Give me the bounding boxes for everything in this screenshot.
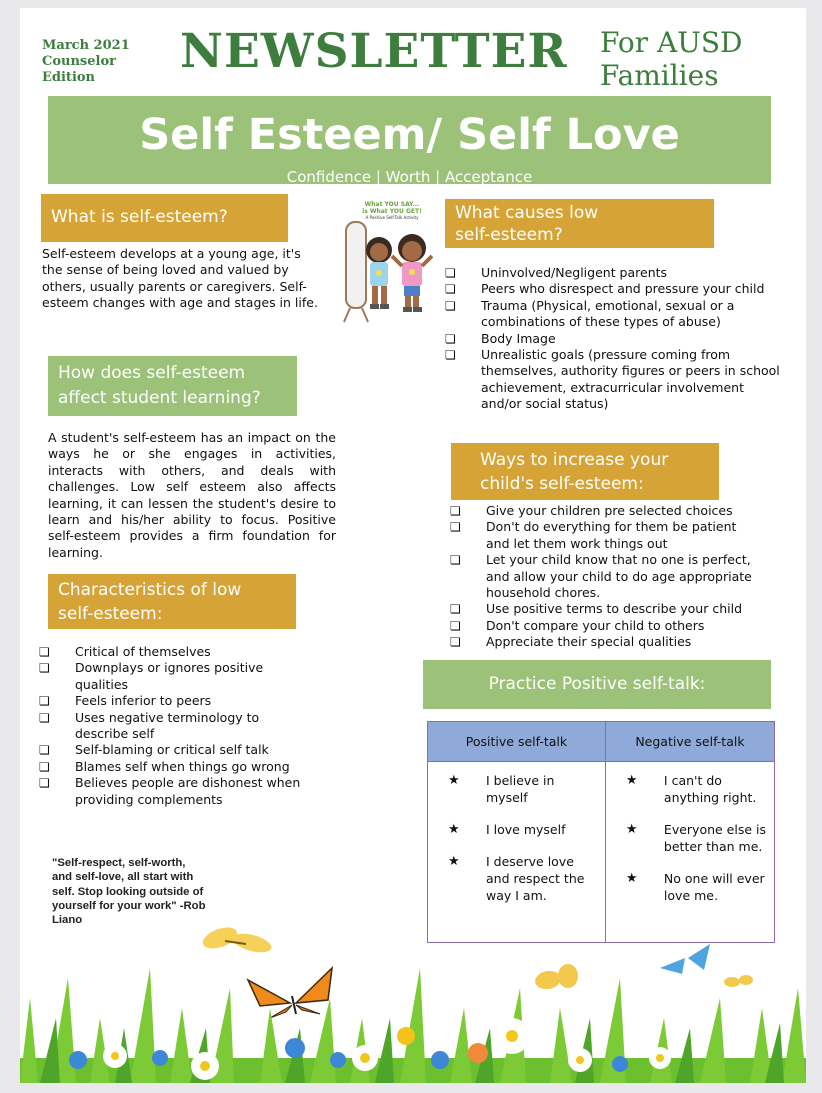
list-item-text: Body Image	[481, 330, 556, 346]
orange-butterfly-icon	[248, 968, 332, 1018]
list-item	[450, 634, 760, 650]
what-is-body: Self-esteem develops at a young age, it's the sense of being loved and valued by others, usually parents or caregivers. Self-esteem changes with age and stages in life.	[42, 246, 318, 311]
list-item	[39, 759, 301, 775]
checkbox-bullet-icon: ❏	[39, 776, 50, 791]
self-talk-graphic	[342, 201, 442, 331]
self-talk-text: I can't do anything right.	[663, 773, 757, 805]
checkbox-bullet-icon: ❏	[39, 710, 50, 725]
graphic-line: is What YOU GET!	[362, 208, 422, 215]
learning-heading	[48, 356, 297, 416]
list-item	[39, 693, 301, 709]
causes-list	[445, 265, 785, 413]
self-talk-text: I deserve love and respect the way I am.	[486, 854, 585, 903]
characteristics-heading-line: self-esteem:	[58, 604, 163, 624]
self-talk-item	[438, 853, 597, 904]
checkbox-bullet-icon: ❏	[450, 635, 461, 650]
graphic-line: What YOU SAY...	[364, 201, 420, 208]
list-item-text: Uses negative terminology to describe self	[75, 709, 260, 742]
list-item-text: Blames self when things go wrong	[75, 758, 290, 774]
banner-subtitle: Confidence | Worth | Acceptance	[286, 168, 533, 186]
checkbox-bullet-icon: ❏	[445, 298, 456, 313]
butterflies-grass-decoration	[20, 908, 806, 1083]
edition-label	[42, 38, 130, 86]
list-item	[445, 281, 785, 297]
quote-line: and self-love, all start with	[52, 871, 194, 884]
list-item-text: Downplays or ignores positive qualities	[75, 660, 264, 692]
list-item	[445, 347, 785, 413]
edition-line: Edition	[42, 70, 96, 85]
what-is-heading: What is self-esteem?	[41, 194, 288, 242]
self-talk-text: No one will ever love me.	[663, 871, 765, 903]
self-talk-item	[616, 772, 766, 806]
small-yellow-butterfly-icon	[534, 964, 753, 991]
causes-heading-line: self-esteem?	[455, 225, 563, 245]
positive-list	[438, 772, 597, 904]
practice-heading: Practice Positive self-talk:	[423, 660, 771, 709]
list-item-text: Trauma (Physical, emotional, sexual or a combinations of these types of abuse)	[481, 297, 735, 330]
blue-butterfly-icon	[660, 944, 710, 974]
children-mirror-illustration	[342, 220, 442, 324]
banner-title: Self Esteem/ Self Love	[139, 110, 680, 160]
list-item-text: Feels inferior to peers	[75, 693, 212, 709]
negative-column-header: Negative self-talk	[605, 722, 774, 762]
checkbox-bullet-icon: ❏	[39, 661, 50, 676]
checkbox-bullet-icon: ❏	[39, 645, 50, 659]
audience-line: Families	[600, 59, 719, 92]
checkbox-bullet-icon: ❏	[39, 743, 50, 758]
audience-label	[600, 26, 743, 92]
ways-heading	[451, 443, 719, 500]
checkbox-bullet-icon: ❏	[445, 348, 456, 363]
star-bullet-icon: ★	[625, 773, 638, 788]
ways-list	[450, 503, 760, 651]
list-item	[450, 618, 760, 634]
quote-line: Liano	[52, 914, 83, 927]
checkbox-bullet-icon: ❏	[450, 602, 461, 617]
edition-line: Counselor	[42, 54, 116, 69]
learning-heading-line: affect student learning?	[58, 388, 261, 408]
checkbox-bullet-icon: ❏	[445, 282, 456, 297]
checkbox-bullet-icon: ❏	[445, 266, 456, 280]
self-talk-item	[616, 870, 766, 904]
checkbox-bullet-icon: ❏	[39, 694, 50, 709]
self-talk-item	[616, 821, 766, 855]
masthead-title: NEWSLETTER	[180, 24, 568, 79]
list-item-text: Uninvolved/Negligent parents	[481, 265, 668, 280]
self-talk-item	[438, 772, 597, 806]
list-item-text: Peers who disrespect and pressure your child	[481, 281, 765, 297]
star-bullet-icon: ★	[625, 871, 638, 886]
characteristics-list	[39, 644, 301, 808]
negative-list	[616, 772, 766, 904]
list-item-text: Self-blaming or critical self talk	[75, 742, 269, 758]
graphic-line: A Positive Self-Talk Activity	[365, 215, 419, 220]
checkbox-bullet-icon: ❏	[39, 759, 50, 774]
ways-heading-line: child's self-esteem:	[480, 474, 644, 494]
star-bullet-icon: ★	[448, 822, 460, 837]
learning-body: A student's self-esteem has an impact on the ways he or she engages in activities, interacts with others, and deals with challenges. Low self esteem also affects learning, it can lessen the student's desire to learn and his/her ability to focus. Positive self-esteem provides a firm foundation for learning.	[48, 430, 336, 560]
graphic-caption	[342, 201, 442, 220]
characteristics-heading	[48, 574, 296, 629]
list-item	[39, 660, 301, 693]
list-item	[445, 265, 785, 281]
quote-line: self. Stop looking outside of	[52, 885, 204, 898]
ways-heading-line: Ways to increase your	[480, 450, 669, 470]
characteristics-heading-line: Characteristics of low	[58, 580, 242, 600]
self-talk-text: I believe in myself	[486, 773, 555, 805]
list-item-text: Don't do everything for them be patient and let them work things out	[486, 519, 737, 551]
star-bullet-icon: ★	[448, 854, 460, 869]
list-item-text: Use positive terms to describe your child	[486, 601, 742, 617]
list-item-text: Believes people are dishonest when providing complements	[75, 775, 301, 807]
list-item-text: Unrealistic goals (pressure coming from themselves, authority figures or peers in school achievement, extracurricular involvement and/or social status)	[481, 347, 780, 412]
list-item	[450, 503, 760, 519]
list-item-text: Don't compare your child to others	[486, 617, 705, 633]
causes-heading-line: What causes low	[455, 203, 599, 223]
list-item-text: Appreciate their special qualities	[486, 634, 692, 650]
list-item	[39, 644, 301, 660]
learning-heading-line: How does self-esteem	[58, 363, 246, 383]
checkbox-bullet-icon: ❏	[450, 520, 461, 535]
audience-line: For AUSD	[600, 26, 743, 59]
list-item	[450, 601, 760, 617]
list-item	[445, 331, 785, 347]
list-item-text: Let your child know that no one is perfect, and allow your child to do age appropriate household chores.	[486, 552, 752, 601]
self-talk-text: I love myself	[486, 822, 566, 837]
checkbox-bullet-icon: ❏	[445, 331, 456, 346]
self-talk-item	[438, 821, 597, 838]
checkbox-bullet-icon: ❏	[450, 504, 461, 518]
list-item	[39, 775, 301, 808]
star-bullet-icon: ★	[625, 822, 638, 837]
list-item	[450, 552, 760, 601]
list-item	[450, 519, 760, 552]
positive-column-header: Positive self-talk	[428, 722, 606, 762]
list-item	[445, 298, 785, 331]
list-item	[39, 742, 301, 758]
quote-line: yourself for your work" -Rob	[52, 899, 206, 912]
yellow-butterfly-icon	[200, 923, 273, 956]
checkbox-bullet-icon: ❏	[450, 618, 461, 633]
list-item-text: Critical of themselves	[75, 644, 211, 659]
star-bullet-icon: ★	[448, 773, 460, 788]
self-talk-text: Everyone else is better than me.	[663, 822, 767, 854]
newsletter-page	[20, 8, 806, 1083]
title-banner	[48, 96, 771, 184]
list-item-text: Give your children pre selected choices	[486, 503, 733, 518]
quote-line: "Self-respect, self-worth,	[52, 857, 186, 869]
list-item	[39, 710, 301, 743]
causes-heading	[445, 199, 714, 248]
checkbox-bullet-icon: ❏	[450, 553, 461, 568]
edition-line: March 2021	[42, 38, 130, 53]
